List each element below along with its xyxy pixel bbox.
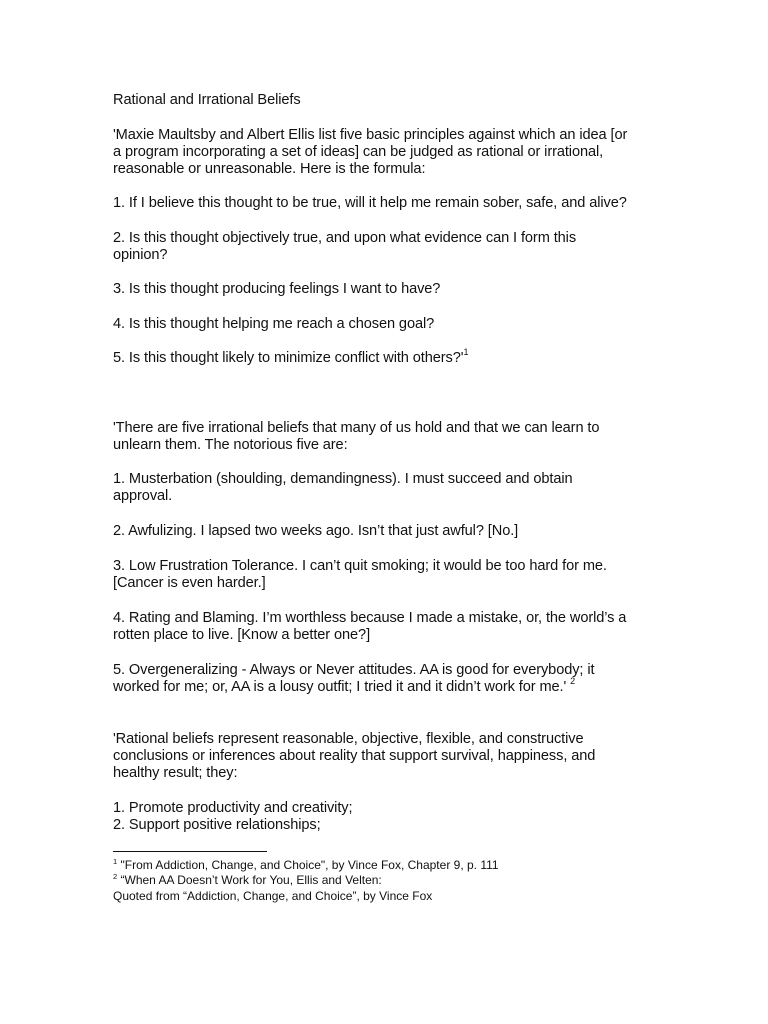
irrational-4-line-2: rotten place to live. [Know a better one?]: [113, 627, 371, 643]
irrational-intro-line-1: 'There are five irrational beliefs that many of us hold and that we can learn to: [113, 420, 600, 436]
irrational-3-line-1: 3. Low Frustration Tolerance. I can’t quit smoking; it would be too hard for me.: [113, 558, 607, 574]
footnote-1-text: "From Addiction, Change, and Choice", by Vince Fox, Chapter 9, p. 111: [117, 858, 499, 872]
footnote-2-mark: 2: [113, 872, 118, 881]
principle-5: [113, 347, 469, 367]
footnote-2-continued: Quoted from “Addiction, Change, and Choice”, by Vince Fox: [113, 889, 433, 903]
rational-intro-line-2: conclusions or inferences about reality that support survival, happiness, and: [113, 748, 596, 764]
principle-3: 3. Is this thought producing feelings I want to have?: [113, 281, 441, 297]
principle-2-line-1: 2. Is this thought objectively true, and upon what evidence can I form this: [113, 230, 577, 246]
footnote-ref-1: 1: [463, 347, 469, 358]
document-title: Rational and Irrational Beliefs: [113, 92, 301, 108]
irrational-2: 2. Awfulizing. I lapsed two weeks ago. Isn’t that just awful? [No.]: [113, 523, 519, 539]
intro-line-2: a program incorporating a set of ideas] can be judged as rational or irrational,: [113, 144, 604, 160]
footnote-1: [113, 858, 499, 872]
rational-2: 2. Support positive relationships;: [113, 817, 321, 833]
intro-line-1: 'Maxie Maultsby and Albert Ellis list five basic principles against which an idea [or: [113, 127, 628, 143]
principle-2-line-2: opinion?: [113, 247, 168, 263]
rational-1: 1. Promote productivity and creativity;: [113, 800, 353, 816]
rational-intro-line-3: healthy result; they:: [113, 765, 238, 781]
irrational-4-line-1: 4. Rating and Blaming. I’m worthless because I made a mistake, or, the world’s a: [113, 610, 627, 626]
irrational-3-line-2: [Cancer is even harder.]: [113, 575, 266, 591]
rational-intro-line-1: 'Rational beliefs represent reasonable, objective, flexible, and constructive: [113, 731, 584, 747]
irrational-5-line-2: [113, 676, 576, 696]
irrational-1-line-1: 1. Musterbation (shoulding, demandingness). I must succeed and obtain: [113, 471, 573, 487]
irrational-5-line-1: 5. Overgeneralizing - Always or Never attitudes. AA is good for everybody; it: [113, 662, 595, 678]
irrational-intro-line-2: unlearn them. The notorious five are:: [113, 437, 348, 453]
principle-5-text: 5. Is this thought likely to minimize conflict with others?': [113, 350, 464, 366]
principle-4: 4. Is this thought helping me reach a chosen goal?: [113, 316, 435, 332]
principle-1: 1. If I believe this thought to be true, will it help me remain sober, safe, and alive?: [113, 195, 627, 211]
irrational-1-line-2: approval.: [113, 488, 173, 504]
irrational-5-line-2-text: worked for me; or, AA is a lousy outfit; I tried it and it didn’t work for me.': [113, 679, 567, 695]
footnote-2-text: “When AA Doesn’t Work for You, Ellis and Velten:: [117, 873, 382, 887]
footnote-divider: [113, 851, 267, 852]
footnote-2: [113, 873, 382, 887]
footnote-1-mark: 1: [113, 857, 118, 866]
footnote-ref-2: 2: [570, 676, 576, 687]
intro-line-3: reasonable or unreasonable. Here is the formula:: [113, 161, 426, 177]
